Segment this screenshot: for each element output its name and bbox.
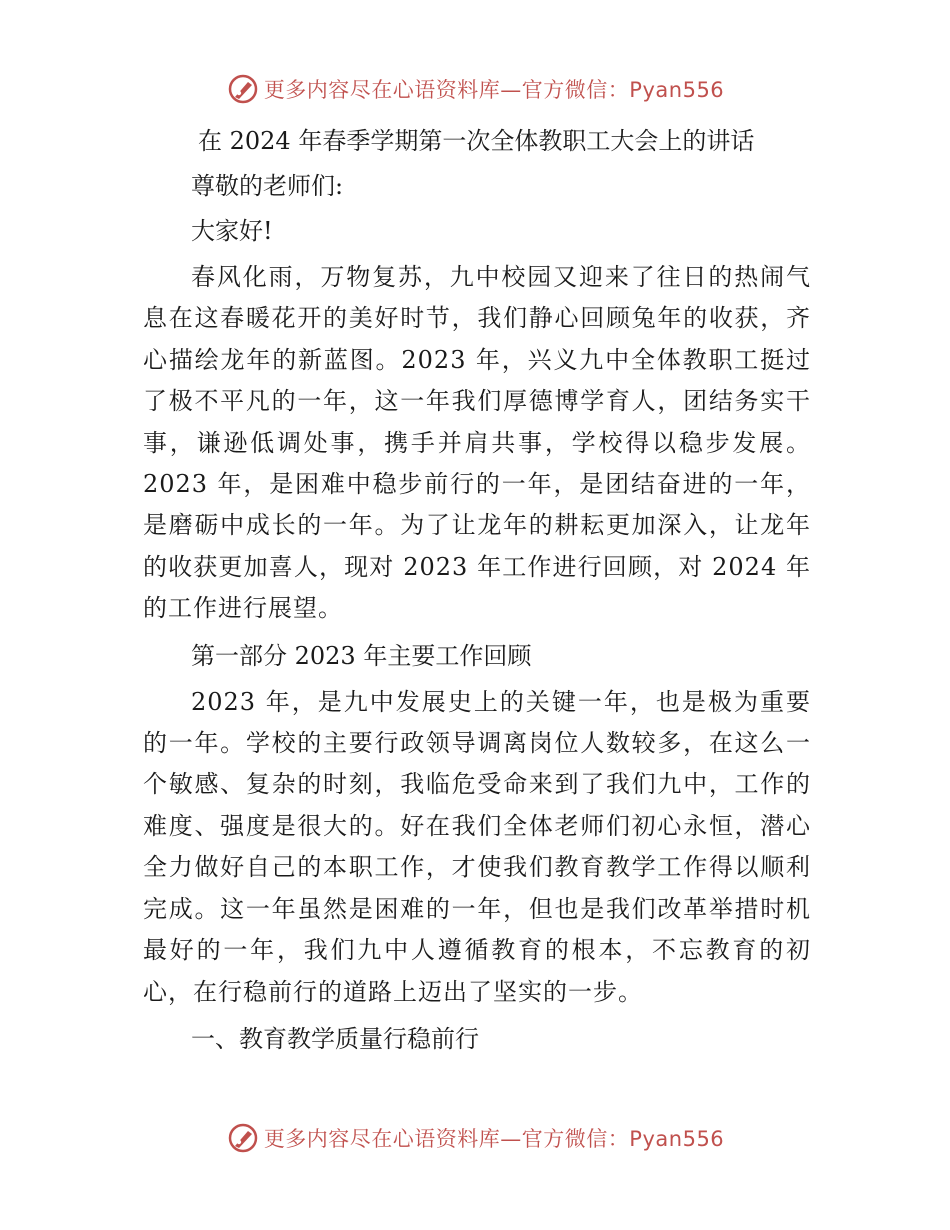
watermark-footer — [0, 1121, 950, 1155]
pen-logo-icon — [226, 1121, 260, 1155]
watermark-header — [0, 72, 950, 106]
watermark-text: 更多内容尽在心语资料库—官方微信：Pyan556 — [263, 1127, 725, 1151]
section-heading: 第一部分 2023 年主要工作回顾 — [191, 641, 532, 670]
watermark-text: 更多内容尽在心语资料库—官方微信：Pyan556 — [263, 78, 725, 102]
document-title: 在 2024 年春季学期第一次全体教职工大会上的讲话 — [198, 127, 755, 155]
paragraph-intro: 春风化雨，万物复苏，九中校园又迎来了往日的热闹气息在这春暖花开的美好时节，我们静心回顾兔年的收获，齐心描绘龙年的新蓝图。2023 年，兴义九中全体教职工挺过了极不平凡的一年，这一年我们厚德博学育人，团结务实干事，谦逊低调处事，携手并肩共事，学校得以稳步发展。2023 年，是困难中稳步前行的一年，是团结奋进的一年，是磨砺中成长的一年。为了让龙年的耕耘更加深入，让龙年的收获更加喜人，现对 2023 年工作进行回顾，对 2024 年的工作进行展望。 — [143, 263, 811, 623]
paragraph-review: 2023 年，是九中发展史上的关键一年，也是极为重要的一年。学校的主要行政领导调离岗位人数较多，在这么一个敏感、复杂的时刻，我临危受命来到了我们九中，工作的难度、强度是很大的。好在我们全体老师们初心永恒，潜心全力做好自己的本职工作，才使我们教育教学工作得以顺利完成。这一年虽然是困难的一年，但也是我们改革举措时机最好的一年，我们九中人遵循教育的根本，不忘教育的初心，在行稳前行的道路上迈出了坚实的一步。 — [143, 687, 811, 1006]
salutation: 尊敬的老师们: — [191, 172, 344, 200]
subheading: 一、教育教学质量行稳前行 — [191, 1024, 479, 1053]
document-body — [143, 122, 811, 1065]
greeting: 大家好! — [191, 217, 273, 245]
pen-logo-icon — [226, 72, 260, 106]
